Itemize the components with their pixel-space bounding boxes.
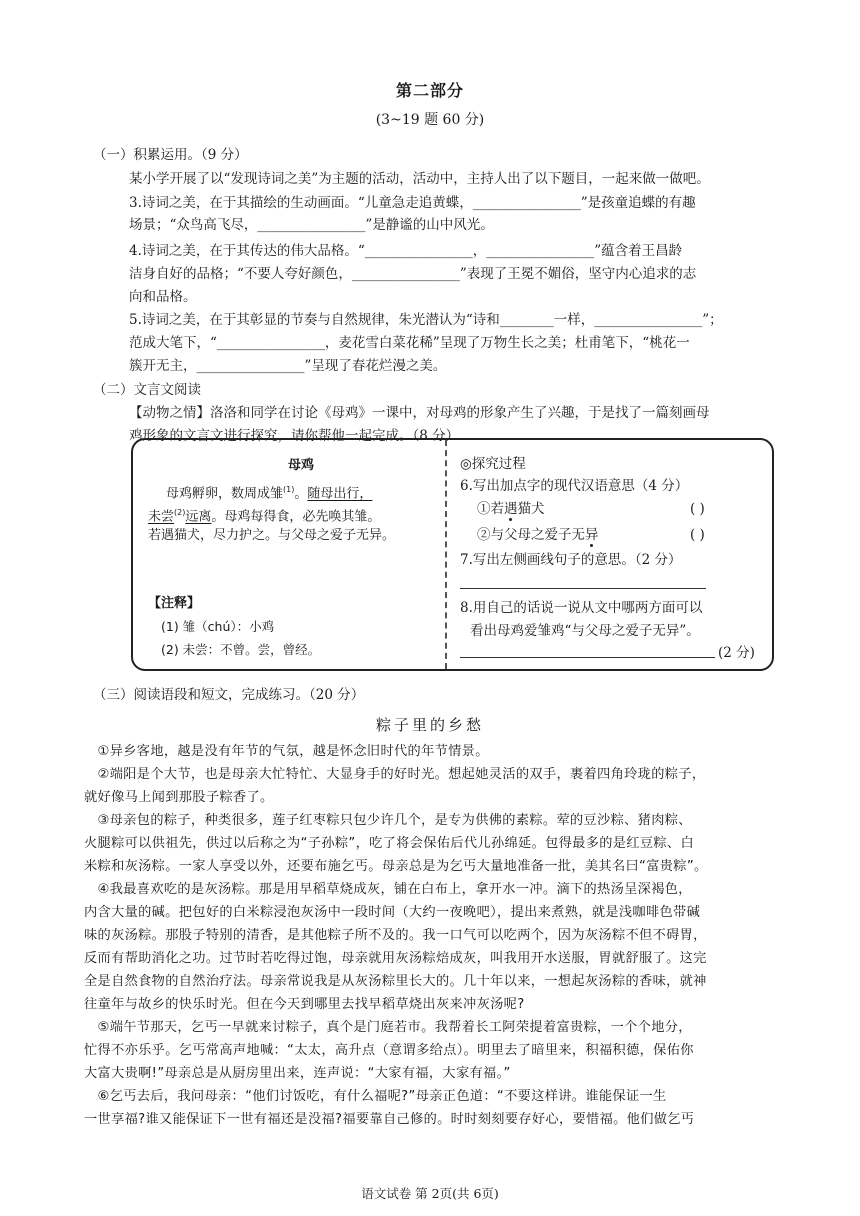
article-line: 就好像马上闻到那股子粽香了。 [84,790,274,805]
section2-intro-line-2: 鸡形象的文言文进行探究，请你帮他一起完成。（8 分） [129,428,460,444]
article-line: ④我最喜欢吃的是灰汤粽。那是用早稻草烧成灰，铺在白布上，拿开水一冲。滴下的热汤呈深褐色， [84,882,692,897]
answer-line-7[interactable] [460,588,706,589]
note-2: (2) 未尝：不曾。尝，曾经。 [161,642,321,657]
question-5-line-1: 5.诗词之美，在于其彰显的节奏与自然规律，朱光潜认为“诗和________一样，________________”； [129,312,723,328]
question-7: 7.写出左侧画线句子的意思。（2 分） [460,552,682,568]
article-line: 忙得不亦乐乎。乞丐常高声地喊：“太太，高升点（意谓多给点）。明里去了暗里来，积福积德，保佑你 [84,1043,694,1058]
question-6-item-1: ①若遇猫犬 [477,501,545,517]
section2-heading: （二）文言文阅读 [93,382,201,398]
part-subtitle: (3~19 题 60 分) [375,112,485,128]
article-line: 内含大量的碱。把包好的白米粽浸泡灰汤中一段时间（大约一夜晚吧），提出来煮熟，就是浅咖啡色带碱 [84,905,701,920]
question-3-line-2: 场景；“众鸟高飞尽，________________”是静谧的山中风光。 [129,217,494,233]
question-6: 6.写出加点字的现代汉语意思（4 分） [460,478,689,494]
notes-heading: 【注释】 [148,596,201,611]
article-line: ⑥乞丐去后，我问母亲：“他们讨饭吃，有什么福呢?”母亲正色道：“不要这样讲。谁能保证一生 [84,1089,667,1104]
section2-intro-line-1: 【动物之情】洛洛和同学在讨论《母鸡》一课中，对母鸡的形象产生了兴趣，于是找了一篇刻画母 [129,405,710,421]
question-6-item-2: ②与父母之爱子无异 [477,527,599,543]
question-3-line-1: 3.诗词之美，在于其描绘的生动画面。“儿童急走追黄蝶，________________”是孩童追蝶的有趣 [129,195,696,211]
article-line: 一世享福?谁又能保证下一世有福还是没福?福要靠自己修的。时时刻刻要存好心，要惜福。他们做乞丐 [84,1112,695,1127]
article-line: ⑤端午节那天，乞丐一早就来讨粽子，真个是门庭若市。我帮着长工阿荣提着富贵粽，一个个地分， [84,1020,692,1035]
answer-paren-6-2[interactable]: ( ) [690,527,705,543]
inquiry-heading: ◎探究过程 [460,456,526,472]
question-4-line-1: 4.诗词之美，在于其传达的伟大品格。“________________，________________”蕴含着王昌龄 [129,243,683,259]
answer-line-8[interactable] [460,657,715,658]
section1-heading: （一）积累运用。（9 分） [93,147,248,163]
part-title: 第二部分 [395,81,464,100]
article-line: 米粽和灰汤粽。一家人享受以外，还要布施乞丐。母亲总是为乞丐大量地准备一批，美其名曰“富贵粽”。 [84,859,708,874]
article-line: ③母亲包的粽子，种类很多，莲子红枣粽只包少许几个，是专为供佛的素粽。荤的豆沙粽、猪肉粽、 [84,813,692,828]
question-5-line-3: 簇开无主，________________”呈现了春花烂漫之美。 [129,358,447,374]
question-8-score: (2 分) [718,645,755,661]
passage-line-3: 若遇猫犬，尽力护之。与父母之爱子无异。 [148,528,396,543]
article-line: 大富大贵啊!”母亲总是从厨房里出来，连声说：“大家有福，大家有福。” [84,1066,511,1081]
article-line: 味的灰汤粽。那股子特别的清香，是其他粽子所不及的。我一口气可以吃两个，因为灰汤粽不但不碍胃， [84,928,707,943]
passage-line-2: 未尝$^{(2)}$远离。母鸡每得食，必先唤其雏。 [148,508,381,525]
article-line: ②端阳是个大节，也是母亲大忙特忙、大显身手的好时光。想起她灵活的双手，裹着四角玲珑的粽子， [84,767,706,782]
passage-line-1: 母鸡孵卵，数周成雏$^{(1)}$。随母出行， [166,485,373,502]
question-8-line-2: 看出母鸡爱雏鸡“与父母之爱子无异”。 [470,623,700,639]
question-4-line-2: 洁身自好的品格；“不要人夸好颜色，________________”表现了王冕不媚俗，坚守内心追求的志 [129,266,697,282]
passage-title: 母鸡 [288,458,315,473]
question-4-line-3: 向和品格。 [129,289,197,305]
box-divider [445,440,447,669]
section1-intro: 某小学开展了以“发现诗词之美”为主题的活动，活动中，主持人出了以下题目，一起来做一做吧。 [129,171,710,187]
answer-paren-6-1[interactable]: ( ) [690,501,705,517]
page-footer: 语文试卷 第 2页(共 6页) [361,1186,499,1201]
question-8-line-1: 8.用自己的话说一说从文中哪两方面可以 [460,600,703,616]
article-line: 往童年与故乡的快乐时光。但在今天到哪里去找早稻草烧出灰来冲灰汤呢? [84,997,525,1012]
section3-heading: （三）阅读语段和短文，完成练习。（20 分） [93,687,365,703]
note-1: (1) 雏（chú）：小鸡 [161,619,275,634]
article-line: 全是自然食物的自然治疗法。母亲常说我是从灰汤粽里长大的。几十年以来，一想起灰汤粽的香味，就神 [84,974,707,989]
article-title: 粽子里的乡愁 [375,716,484,734]
article-line: 反而有帮助消化之功。过节时若吃得过饱，母亲就用灰汤粽焙成灰，叫我用开水送服，胃就舒服了。这完 [84,951,707,966]
article-line: 火腿粽可以供祖先，供过以后称之为“子孙粽”，吃了将会保佑后代儿孙绵延。包得最多的是红豆粽、白 [84,836,695,851]
question-5-line-2: 范成大笔下，“________________，麦花雪白菜花稀”呈现了万物生长之美；杜甫笔下，“桃花一 [129,335,690,351]
article-line: ①异乡客地，越是没有年节的气氛，越是怀念旧时代的年节情景。 [84,744,489,759]
